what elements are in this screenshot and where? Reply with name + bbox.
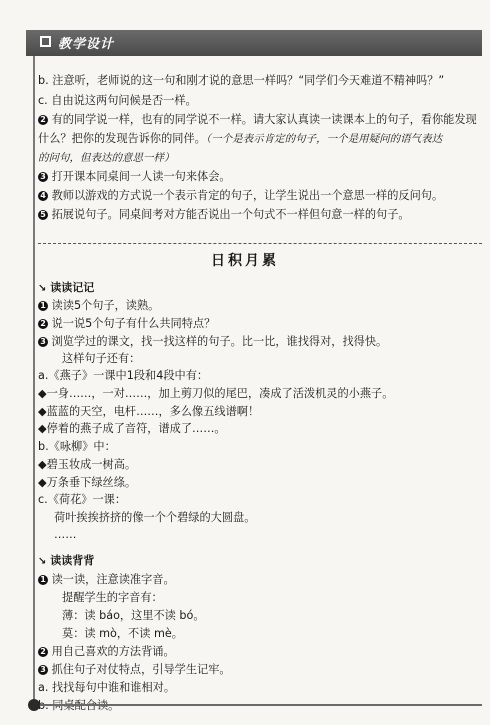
text-line [38,697,119,715]
section-title: 日积月累 [211,253,279,269]
arrow-icon: ↘ [38,556,47,567]
subheading [38,280,94,297]
text-line: c. 自由说这两句问候是否一样。 [38,94,197,107]
text-line: a. 找找每句中谁和谁相对。 [38,681,176,694]
header-title: 教学设计 [58,37,115,52]
subheading-text: 读读背背 [50,554,95,567]
list-item [38,643,175,661]
square-icon [40,36,51,47]
number-badge: 3 [38,665,48,675]
list-item [38,571,175,589]
subheading-text: 读读记记 [50,281,95,294]
list-item [38,206,410,224]
item-text: 浏览学过的课文，找一找这样的句子。比一比，谁找得对，找得快。 [51,335,388,348]
list-item [38,168,231,186]
bottom-dot [28,699,40,711]
number-badge: 5 [38,210,48,220]
section-divider [38,243,482,244]
list-item [38,315,215,333]
note-text: （一个是表示肯定的句子，一个是用疑问的语气表达 [205,133,443,145]
item-text: 打开课本同桌间一人读一句来体会。 [51,170,231,183]
text-line: 这样句子还有： [62,352,141,365]
number-badge: 1 [38,301,48,311]
list-item [38,333,387,351]
text-line: 薄：读 báo，这里不读 bó。 [62,609,205,622]
text-line: b. 注意听，老师说的这一句和刚才说的意思一样吗？“同学们今天难道不精神吗？” [38,74,445,87]
item-text: 用自己喜欢的方法背诵。 [51,645,175,658]
text-line: ◆万条垂下绿丝绦。 [38,476,137,489]
number-badge: 1 [38,575,48,585]
item-text: 有的同学说一样，也有的同学说不一样。请大家认真读一读课本上的句子，看你能发现 [51,113,477,126]
header-bar [0,30,482,56]
text-line: 莫：读 mò，不读 mè。 [62,627,183,640]
number-badge: 3 [38,337,48,347]
number-badge: 2 [38,647,48,657]
text-line: b.《咏柳》中： [38,440,116,453]
subheading [38,553,94,570]
list-item [38,661,231,679]
list-item [38,111,477,129]
text-line: …… [54,528,77,541]
text-line: 荷叶挨挨挤挤的像一个个碧绿的大圆盘。 [54,511,256,524]
item-text: 读一读，注意读准字音。 [51,573,175,586]
text-line: a.《燕子》一课中1段和4段中有： [38,369,209,382]
number-badge: 2 [38,115,48,125]
item-text: 说一说5个句子有什么共同特点？ [51,317,216,330]
text-line: 提醒学生的字音有： [62,591,163,604]
note-line: 的问句，但表达的意思一样） [38,152,175,164]
bottom-rule [34,704,482,706]
item-text: 什么？把你的发现告诉你的同伴。 [38,132,206,145]
list-item [38,187,443,205]
text-line: ◆蓝蓝的天空，电杆……，多么像五线谱啊！ [38,405,260,418]
item-text: 教师以游戏的方式说一个表示肯定的句子，让学生说出一个意思一样的反问句。 [51,189,444,202]
header-left-block [0,30,26,56]
arrow-icon: ↘ [38,283,47,294]
text-line: ◆一身……，一对……，加上剪刀似的尾巴，凑成了活泼机灵的小燕子。 [38,387,394,400]
text-line: ◆碧玉妆成一树高。 [38,458,137,471]
list-item [38,297,159,315]
text-line: c.《荷花》一课： [38,493,127,506]
left-margin-rule [33,56,35,706]
item-text: 抓住句子对仗特点，引导学生记牢。 [51,663,231,676]
item-text: 读读5个句子，读熟。 [51,299,160,312]
number-badge: 2 [38,319,48,329]
number-badge: 4 [38,191,48,201]
text-line [38,130,442,148]
item-text: 拓展说句子。同桌间考对方能否说出一个句式不一样但句意一样的句子。 [51,208,410,221]
number-badge: 3 [38,172,48,182]
text-line: ◆停着的燕子成了音符，谱成了……。 [38,422,226,435]
